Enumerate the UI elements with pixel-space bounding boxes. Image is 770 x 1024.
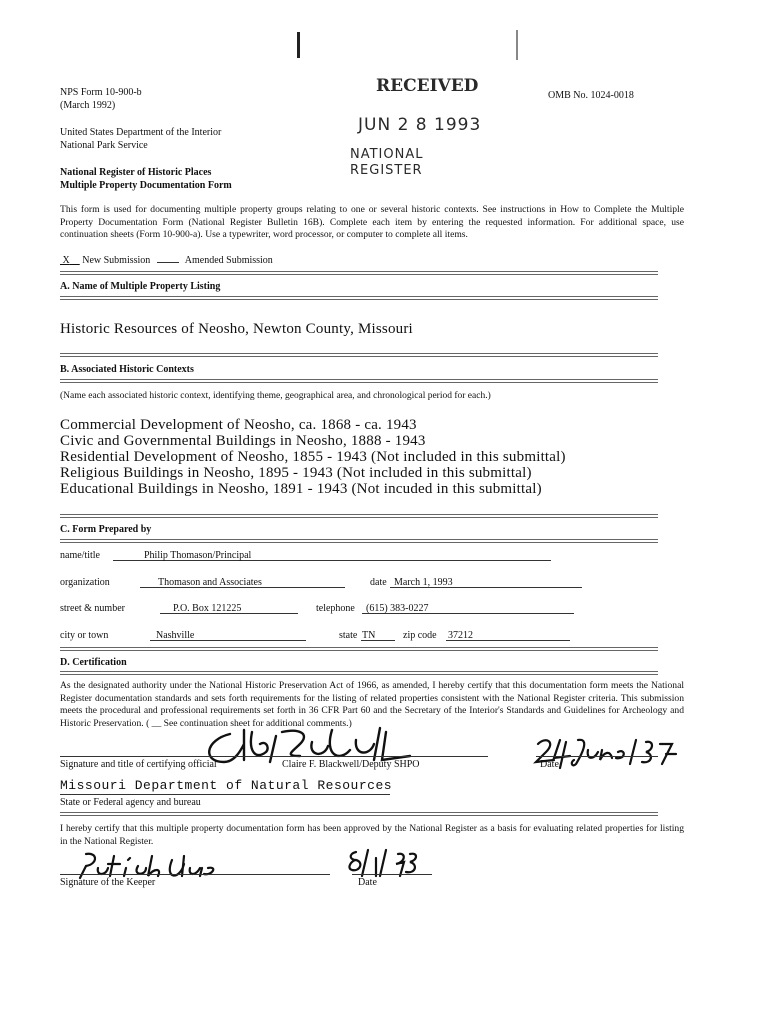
historic-context-3[interactable]: Residential Development of Neosho, 1855 - 1943 (Not included in this submittal) (60, 449, 566, 465)
omb-number: OMB No. 1024-0018 (548, 90, 634, 101)
section-a-heading: A. Name of Multiple Property Listing (60, 281, 221, 292)
register-title: National Register of Historic Places (60, 167, 212, 178)
official-signature-label: Signature and title of certifying official (60, 759, 217, 770)
organization-label: organization (60, 577, 110, 588)
rule-b-top (60, 353, 658, 357)
official-date-line (536, 756, 658, 757)
rule-c-top (60, 514, 658, 518)
section-c-heading: C. Form Prepared by (60, 524, 152, 535)
historic-context-5[interactable]: Educational Buildings in Neosho, 1891 - 1943 (Not incuded in this submittal) (60, 481, 542, 497)
stamp-national: NATIONAL (350, 147, 424, 162)
organization-field[interactable]: Thomason and Associates (158, 577, 262, 588)
rule-d-bottom (60, 671, 658, 675)
form-date: (March 1992) (60, 100, 116, 111)
department-name: United States Department of the Interior (60, 127, 222, 138)
rule-d-top (60, 647, 658, 651)
name-title-field[interactable]: Philip Thomason/Principal (144, 550, 252, 561)
keeper-date-label: Date (358, 877, 377, 888)
submission-type (60, 254, 273, 267)
date-field[interactable]: March 1, 1993 (394, 577, 453, 588)
zip-label: zip code (403, 630, 437, 641)
scan-mark-right (516, 30, 518, 60)
rule-b-bottom (60, 379, 658, 383)
form-title: Multiple Property Documentation Form (60, 180, 232, 191)
official-date-label: Date (540, 759, 559, 770)
street-label: street & number (60, 603, 125, 614)
section-d-heading: D. Certification (60, 657, 127, 668)
section-b-heading: B. Associated Historic Contexts (60, 364, 194, 375)
historic-context-4[interactable]: Religious Buildings in Neosho, 1895 - 1943 (Not included in this submittal) (60, 465, 532, 481)
rule-a-top (60, 271, 658, 275)
agency-line (60, 794, 390, 795)
section-b-instruction: (Name each associated historic context, identifying theme, geographical area, and chronological period for each.) (60, 391, 491, 401)
service-name: National Park Service (60, 140, 148, 151)
keeper-date-line (352, 874, 432, 875)
new-submission-mark[interactable]: X (62, 255, 70, 266)
multiple-property-name[interactable]: Historic Resources of Neosho, Newton County, Missouri (60, 321, 413, 337)
agency-label: State or Federal agency and bureau (60, 797, 201, 808)
received-stamp: RECEIVED (376, 76, 479, 96)
rule-a-bottom (60, 296, 658, 300)
street-field[interactable]: P.O. Box 121225 (173, 603, 242, 614)
state-field[interactable]: TN (362, 630, 376, 641)
telephone-field[interactable]: (615) 383-0227 (366, 603, 429, 614)
agency-field[interactable]: Missouri Department of Natural Resources (60, 778, 393, 793)
keeper-signature-label: Signature of the Keeper (60, 877, 156, 888)
amended-submission-mark[interactable] (157, 262, 179, 263)
rule-c-bottom (60, 539, 658, 543)
rule-keeper (60, 812, 658, 816)
form-number: NPS Form 10-900-b (60, 87, 142, 98)
date-label: date (370, 577, 387, 588)
scan-mark-left (297, 32, 300, 58)
state-label: state (339, 630, 358, 641)
keeper-paragraph: I hereby certify that this multiple property documentation form has been approved by the National Register as a basis for evaluating related properties for listing in the National Register. (60, 823, 684, 847)
official-name: Claire F. Blackwell/Deputy SHPO (282, 759, 420, 770)
zip-field[interactable]: 37212 (448, 630, 473, 641)
new-submission-label: New Submission (82, 255, 151, 266)
keeper-signature-line (60, 874, 330, 875)
certification-text: As the designated authority under the National Historic Preservation Act of 1966, as amended, I hereby certify that this documentation form meets the National Register documentation standards and sets forth requirements for the listing of related properties consistent with the National Register criteria. This submission meets the procedural and professional requirements set forth in 36 CFR Part 60 and the Secretary of the Interior's Standards and Guidelines for Archeology and Historic Preservation. (60, 680, 684, 729)
historic-context-2[interactable]: Civic and Governmental Buildings in Neosho, 1888 - 1943 (60, 433, 426, 449)
name-title-label: name/title (60, 550, 100, 561)
city-field[interactable]: Nashville (156, 630, 195, 641)
historic-context-1[interactable]: Commercial Development of Neosho, ca. 1868 - ca. 1943 (60, 417, 417, 433)
stamp-register: REGISTER (350, 163, 423, 178)
continuation-checkbox[interactable]: ( __ See continuation sheet for additional comments.) (146, 717, 352, 729)
official-signature-line (60, 756, 488, 757)
intro-paragraph: This form is used for documenting multiple property groups relating to one or several historic contexts. See instructions in How to Complete the Multiple Property Documentation Form (National Register Bulletin 16B). Complete each item by entering the requested information. For additional space, use continuation sheets (Form 10-900-a). Use a typewriter, word processor, or computer to complete all items. (60, 204, 684, 240)
city-label: city or town (60, 630, 109, 641)
telephone-label: telephone (316, 603, 355, 614)
stamp-date: JUN 2 8 1993 (358, 115, 482, 135)
amended-submission-label: Amended Submission (184, 255, 273, 266)
